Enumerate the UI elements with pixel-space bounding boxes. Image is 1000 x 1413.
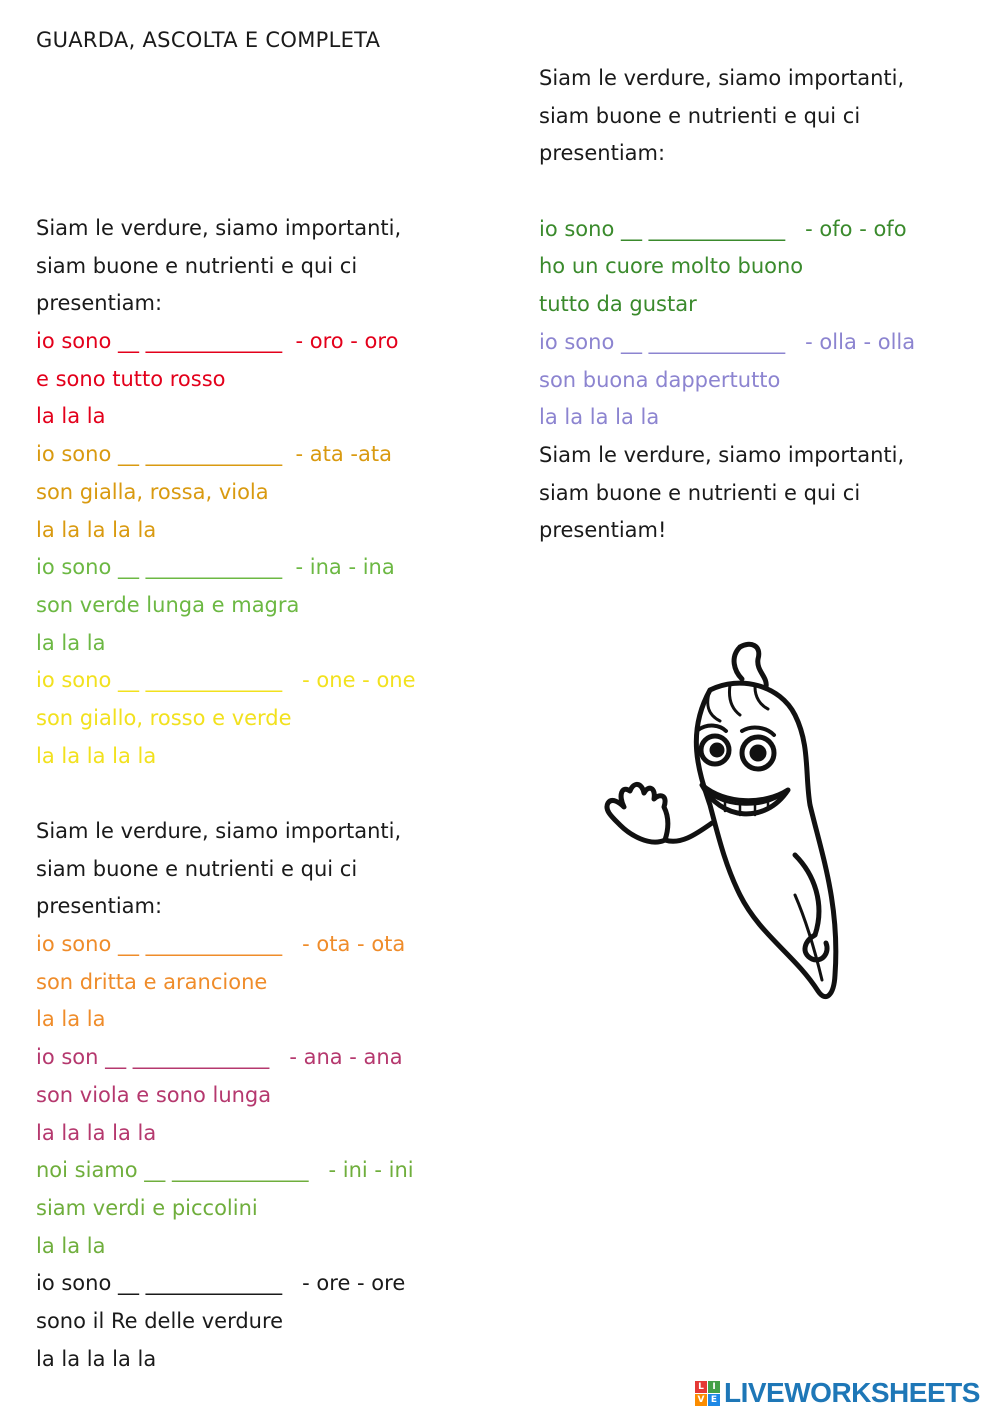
lyric-line: la la la: [36, 404, 106, 429]
worksheet-title: GUARDA, ASCOLTA E COMPLETA: [36, 28, 381, 52]
lyric-line: son gialla, rossa, viola: [36, 479, 269, 504]
lyric-line: son verde lunga e magra: [36, 592, 300, 617]
lyric-line: la la la: [36, 630, 106, 655]
fill-in-line: io son __ _____________ - ana - ana: [36, 1045, 403, 1070]
lyric-line: Siam le verdure, siamo importanti,: [539, 66, 905, 90]
lyric-line: son viola e sono lunga: [36, 1082, 272, 1107]
lyric-line: son buona dappertutto: [539, 367, 781, 392]
liveworksheets-logo: [695, 1378, 980, 1408]
lyric-line: la la la la la: [36, 743, 157, 768]
lyric-line: siam buone e nutrienti e qui ci: [539, 480, 861, 505]
lyric-line: ho un cuore molto buono: [539, 254, 804, 279]
lyric-line: la la la la la: [539, 405, 660, 430]
fill-in-line: io sono __ _____________ - ata -ata: [36, 442, 392, 467]
fill-in-line: noi siamo __ _____________ - ini - ini: [36, 1158, 414, 1183]
lyric-line: la la la la la: [36, 1120, 157, 1145]
lyric-line: la la la la la: [36, 517, 157, 542]
lyric-line: tutto da gustar: [539, 292, 697, 317]
fill-in-line: io sono __ _____________ - one - one: [36, 668, 416, 693]
verse-gap: [539, 173, 989, 211]
lyric-line: e sono tutto rosso: [36, 366, 226, 391]
lyric-line: presentiam:: [36, 894, 163, 919]
logo-wordmark: LIVEWORKSHEETS: [724, 1377, 980, 1408]
verse-gap: [36, 775, 496, 813]
lyric-line: la la la la la: [36, 1346, 157, 1371]
lyric-line: presentiam:: [36, 291, 163, 316]
fill-in-line: io sono __ _____________ - ina - ina: [36, 555, 395, 580]
fill-in-line: io sono __ _____________ - olla - olla: [539, 329, 916, 354]
fill-in-line: io sono __ _____________ - ore - ore: [36, 1271, 406, 1296]
logo-letter-tile: E: [708, 1394, 720, 1406]
lyric-line: presentiam!: [539, 518, 667, 543]
waving-pepper-icon: [590, 635, 860, 1015]
lyric-line: siam buone e nutrienti e qui ci: [36, 856, 358, 881]
lyric-line: Siam le verdure, siamo importanti,: [36, 216, 402, 240]
lyric-line: Siam le verdure, siamo importanti,: [36, 819, 402, 843]
lyric-line: la la la: [36, 1233, 106, 1258]
song-verses-right: [539, 60, 989, 550]
fill-in-line: io sono __ _____________ - ota - ota: [36, 932, 406, 957]
logo-letter-tile: I: [708, 1381, 720, 1393]
lyric-line: siam verdi e piccolini: [36, 1195, 258, 1220]
song-verses-left: [36, 210, 496, 1378]
lyric-line: la la la: [36, 1007, 106, 1032]
lyric-line: son giallo, rosso e verde: [36, 705, 292, 730]
lyric-line: siam buone e nutrienti e qui ci: [36, 253, 358, 278]
fill-in-line: io sono __ _____________ - oro - oro: [36, 329, 399, 354]
lyric-line: presentiam:: [539, 141, 666, 166]
logo-letter-tile: V: [695, 1394, 707, 1406]
lyric-line: Siam le verdure, siamo importanti,: [539, 442, 905, 467]
lyric-line: siam buone e nutrienti e qui ci: [539, 103, 861, 128]
logo-letter-tile: L: [695, 1381, 707, 1393]
logo-mark-icon: [695, 1381, 720, 1406]
fill-in-line: io sono __ _____________ - ofo - ofo: [539, 216, 907, 241]
lyric-line: sono il Re delle verdure: [36, 1308, 284, 1333]
lyric-line: son dritta e arancione: [36, 969, 268, 994]
